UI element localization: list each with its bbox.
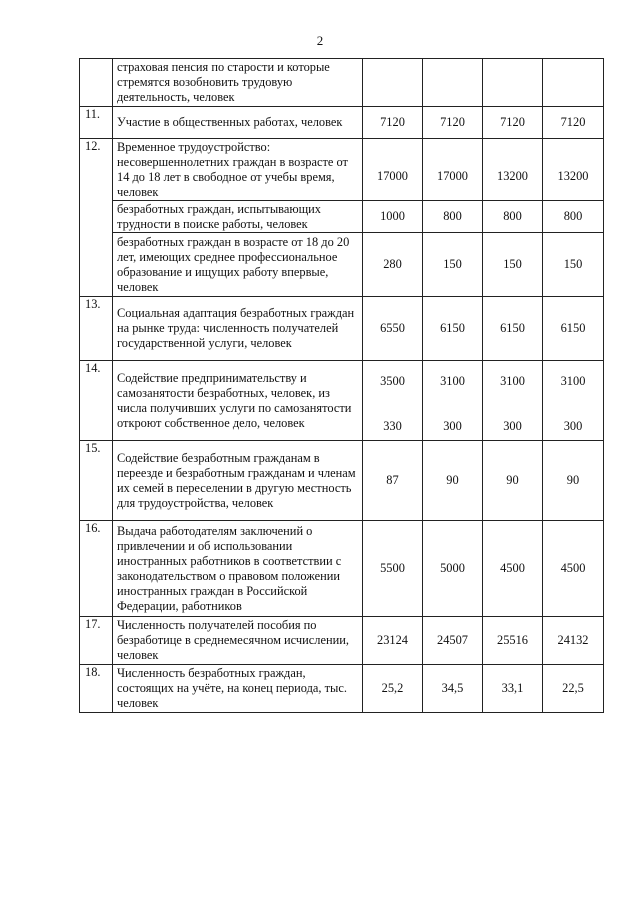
- value-cell: 24132: [543, 617, 604, 665]
- table-row: [80, 201, 604, 233]
- value-cell: 5500: [363, 521, 423, 617]
- row-description: Выдача работодателям заключений о привлечении и об использовании иностранных работников в соответствии с законодательством о правовом положении иностранных граждан в Российской Федерации, работников: [113, 521, 363, 617]
- value-cell: 3500: [380, 373, 405, 388]
- page-number: 2: [316, 33, 324, 48]
- row-description: безработных граждан в возрасте от 18 до 20 лет, имеющих среднее профессиональное образование и ищущих работу впервые, человек: [113, 233, 363, 297]
- value-cell: 300: [443, 418, 462, 433]
- value-cell: 5000: [423, 521, 483, 617]
- value-cell: 330: [383, 418, 402, 433]
- value-cell: [423, 59, 483, 107]
- row-description: страховая пенсия по старости и которые стремятся возобновить трудовую деятельность, человек: [113, 59, 363, 107]
- value-cell: 150: [543, 233, 604, 297]
- indicators-table: [79, 58, 604, 713]
- value-cell: 23124: [363, 617, 423, 665]
- value-cell: [543, 59, 604, 107]
- row-number: 18.: [80, 665, 113, 713]
- row-number: 13.: [80, 297, 113, 361]
- value-cell: 6150: [483, 297, 543, 361]
- value-cell: 90: [423, 441, 483, 521]
- row-number: [80, 59, 113, 107]
- table-row: [80, 665, 604, 713]
- value-cell: 6150: [423, 297, 483, 361]
- table-row: [80, 139, 604, 201]
- table-row: [80, 361, 604, 441]
- row-description: Численность получателей пособия по безработице в среднемесячном исчислении, человек: [113, 617, 363, 665]
- row-description: Содействие предпринимательству и самозанятости безработных, человек, из числа получивших услуги по самозанятости откроют собственное дело, человек: [113, 361, 363, 441]
- table-row: [80, 297, 604, 361]
- value-cell: 1000: [363, 201, 423, 233]
- row-description: Содействие безработным гражданам в переезде и безработным гражданам и членам их семей в переселении в другую местность для трудоустройства, человек: [113, 441, 363, 521]
- value-cell: 17000: [363, 139, 423, 201]
- row-description: Социальная адаптация безработных граждан на рынке труда: численность получателей государственной услуги, человек: [113, 297, 363, 361]
- row-number: 11.: [80, 107, 113, 139]
- row-number: 14.: [80, 361, 113, 441]
- value-cell: 7120: [483, 107, 543, 139]
- table-row: [80, 107, 604, 139]
- value-cell: 3100: [440, 373, 465, 388]
- table-row: [80, 441, 604, 521]
- row-number: 15.: [80, 441, 113, 521]
- value-cell: 25516: [483, 617, 543, 665]
- value-cell: [483, 59, 543, 107]
- value-cell: 3100: [500, 373, 525, 388]
- value-cell: 25,2: [363, 665, 423, 713]
- value-cell: 33,1: [483, 665, 543, 713]
- value-cell: 24507: [423, 617, 483, 665]
- row-number: 17.: [80, 617, 113, 665]
- value-cell: 87: [363, 441, 423, 521]
- value-cell: 7120: [363, 107, 423, 139]
- row-description: несовершеннолетних граждан в возрасте от 14 до 18 лет в свободное от учебы время, человек: [117, 154, 348, 199]
- value-cell: 150: [423, 233, 483, 297]
- value-cell: 800: [543, 201, 604, 233]
- row-header: Временное трудоустройство:: [117, 139, 271, 154]
- value-cell: 17000: [423, 139, 483, 201]
- value-cell: 4500: [483, 521, 543, 617]
- value-cell: 4500: [543, 521, 604, 617]
- value-cell: 90: [543, 441, 604, 521]
- value-cell: 800: [423, 201, 483, 233]
- value-cell: 7120: [543, 107, 604, 139]
- value-cell: 13200: [483, 139, 543, 201]
- value-cell: 13200: [543, 139, 604, 201]
- value-cell: 150: [483, 233, 543, 297]
- value-cell: 6550: [363, 297, 423, 361]
- value-cell: 300: [563, 418, 583, 433]
- value-cell: 34,5: [423, 665, 483, 713]
- row-number: 12.: [80, 139, 113, 297]
- row-description: безработных граждан, испытывающих трудности в поиске работы, человек: [113, 201, 363, 233]
- table-row: [80, 521, 604, 617]
- table-row: [80, 617, 604, 665]
- value-cell: 280: [363, 233, 423, 297]
- value-cell: 7120: [423, 107, 483, 139]
- table-row: [80, 233, 604, 297]
- table-row: [80, 59, 604, 107]
- value-cell: 3100: [560, 373, 586, 388]
- row-description: Численность безработных граждан, состоящих на учёте, на конец периода, тыс. человек: [113, 665, 363, 713]
- value-cell: 300: [503, 418, 522, 433]
- value-cell: 22,5: [543, 665, 604, 713]
- row-description: Участие в общественных работах, человек: [113, 107, 363, 139]
- value-cell: [363, 59, 423, 107]
- value-cell: 800: [483, 201, 543, 233]
- row-number: 16.: [80, 521, 113, 617]
- value-cell: 6150: [543, 297, 604, 361]
- value-cell: 90: [483, 441, 543, 521]
